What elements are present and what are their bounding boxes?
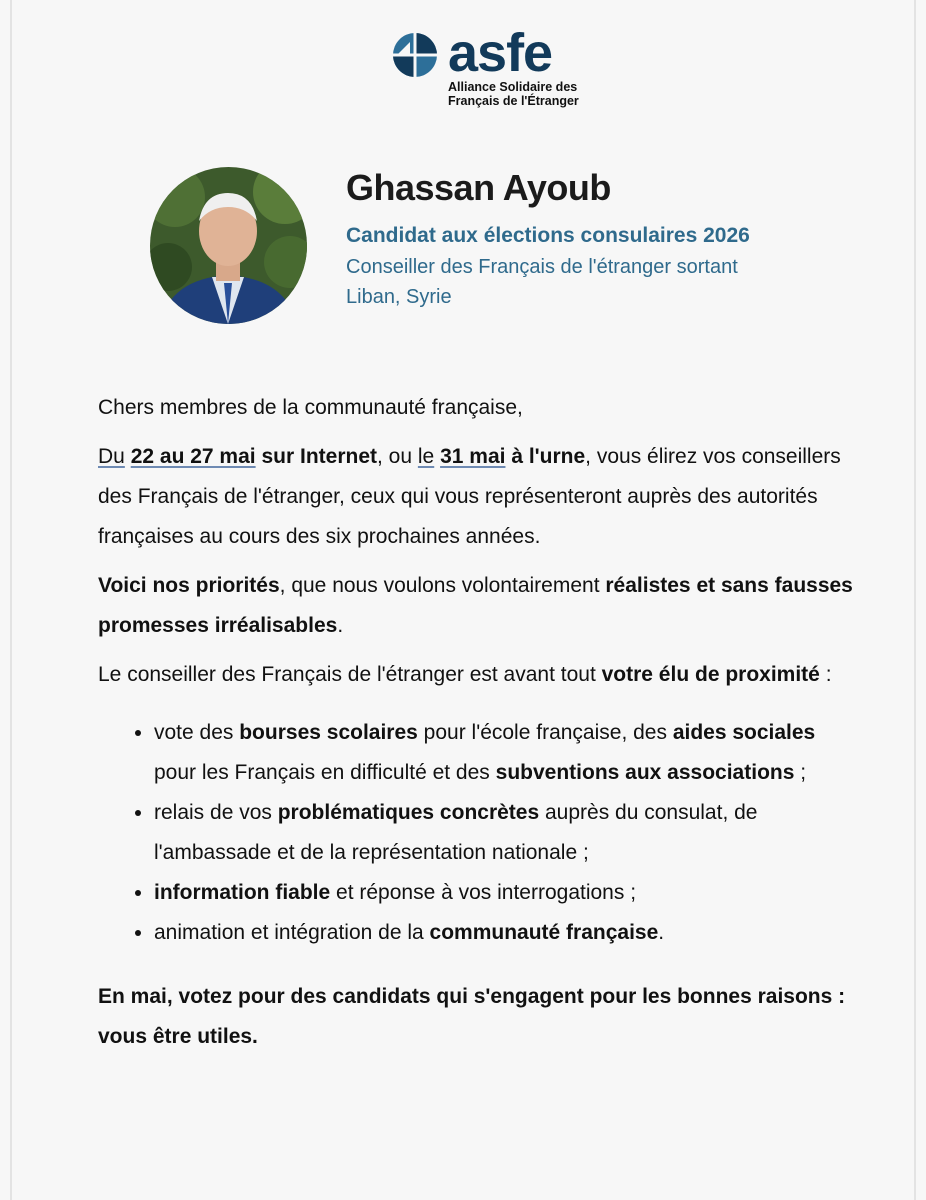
bold-text: information fiable [154,881,331,904]
text-fragment: auprès du consulat, de l'ambassade et de la représentation nationale ; [154,801,758,864]
bold-text: subventions aux associations [495,761,795,784]
text-fragment: : [819,663,832,686]
text-fragment: , vous élirez vos conseillers des Français de l'étranger, ceux qui vous représenteront auprès des autorités françaises au cours des six prochaines années. [98,445,841,548]
right-border [914,0,916,1200]
logo-tagline-line2: Français de l'Étranger [448,94,579,108]
text-fragment: vote des [154,721,240,744]
bold-text: Voici nos priorités [98,574,280,597]
text-fragment: relais de vos [154,801,278,824]
link-le[interactable]: le [417,445,435,468]
link-du[interactable]: Du [98,445,125,468]
bold-text: bourses scolaires [239,721,418,744]
text-fragment: et réponse à vos interrogations ; [330,881,637,904]
text-fragment: ; [794,761,807,784]
asfe-globe-logo-icon [392,32,438,78]
candidate-subtitle: Conseiller des Français de l'étranger sortant [346,256,738,278]
logo-tagline [448,80,598,108]
list-item [154,713,858,793]
text-fragment: pour l'école française, des [417,721,673,744]
bold-text: votre élu de proximité [601,663,820,686]
text-fragment: animation et intégration de la [154,921,430,944]
candidate-region: Liban, Syrie [346,286,452,308]
list-item [154,873,858,913]
logo-wordmark: asfe [448,23,553,83]
greeting: Chers membres de la communauté française, [98,396,523,419]
list-item [154,793,858,873]
text-fragment: , que nous voulons volontairement [279,574,606,597]
candidate-role: Candidat aux élections consulaires 2026 [346,224,750,247]
candidate-avatar [150,167,307,324]
text-fragment: , ou [377,445,413,468]
list-item [154,913,858,953]
asfe-logo [388,23,588,114]
closing-text: En mai, votez pour des candidats qui s'engagent pour les bonnes raisons : vous être utiles. [98,985,846,1048]
priorities-list [98,713,858,953]
text-fragment: . [337,614,344,637]
candidate-name: Ghassan Ayoub [346,167,611,208]
text-fragment: Le conseiller des Français de l'étranger est avant tout [98,663,602,686]
text-fragment: pour les Français en difficulté et des [154,761,496,784]
election-dates-paragraph [98,437,858,557]
bold-text: problématiques concrètes [277,801,540,824]
bold-text: aides sociales [672,721,816,744]
closing-statement [98,977,858,1057]
link-date-urne[interactable]: 31 mai [440,445,506,468]
logo-tagline-line1: Alliance Solidaire des [448,80,578,94]
priorities-paragraph [98,566,858,646]
internet-text: sur Internet [261,445,377,468]
bold-text: communauté française [429,921,659,944]
left-border [10,0,12,1200]
letter-body [98,388,858,1066]
bold-text: réalistes et sans fausses promesses irréalisables [98,574,853,637]
role-paragraph [98,655,858,695]
text-fragment: . [658,921,665,944]
urne-text: à l'urne [511,445,586,468]
link-dates-internet[interactable]: 22 au 27 mai [130,445,256,468]
